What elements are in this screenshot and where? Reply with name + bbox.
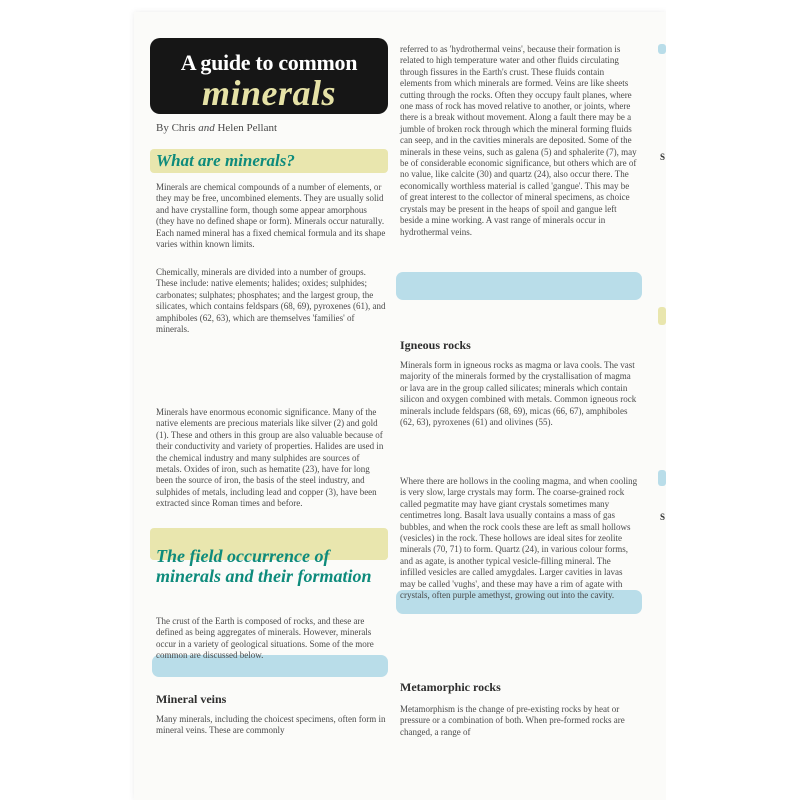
paragraph-igneous-1: Minerals form in igneous rocks as magma or lava cools. The vast majority of the minerals formed by the crystallisation of magma or lava are in the group called silicates; minerals which contain silicon and oxygen combined with metals. Common igneous rock minerals include feldspars (68, 69), micas (66, 67), amphiboles (62, 63), pyroxenes (61) and olivines (55). — [400, 360, 637, 428]
edge-highlight-yellow — [658, 307, 666, 325]
byline-and: and — [198, 122, 215, 134]
paragraph-what-3: Minerals have enormous economic significance. Many of the native elements are precious materials like silver (2) and gold (1). These and others in this group are also valuable because of their conductivity and variety of properties. Halides are used in the chemical industry and many sulphides are sources of metals. Oxides of iron, such as hematite (23), have for long been the source of iron, the basis of the steel industry, and sulphides of metals, including lead and copper (3), have been extracted since Roman times and before. — [156, 407, 384, 509]
section-heading-field-occurrence — [150, 540, 388, 606]
byline-suffix: Helen Pellant — [217, 122, 278, 134]
paragraph-veins-1: Many minerals, including the choicest specimens, often form in mineral veins. These are commonly — [156, 714, 386, 736]
title-line-1: A guide to common — [180, 50, 358, 75]
field-heading-line-1: The field occurrence of — [156, 546, 330, 566]
paragraph-veins-continued: referred to as 'hydrothermal veins', because their formation is related to high temperature water and other fluids circulating through fissures in the Earth's crust. These fluids contain elements from which minerals are formed. Veins are like sheets cutting through the rocks. Often they occupy fault planes, where one mass of rock has moved relative to another, or joints, where there is a break without movement. Along a fault there may be a jumble of broken rock through which the mineral forming fluids can seep, and in the cavities minerals are deposited. Some of the minerals in these veins, such as galena (5) and sphalerite (7), may be of considerable economic significance, but others which are of no value, like calcite (30) and quartz (24), also occur there. The economically worthless material is called 'gangue'. This may be of great interest to the collector of mineral specimens, as choice crystals may be present in the heaps of spoil and gangue left beside a mine working. A vast range of minerals occur in hydrothermal veins. — [400, 44, 637, 237]
highlight-blue-right-1 — [396, 272, 642, 300]
edge-letter-1: S — [660, 152, 666, 162]
subheading-igneous-rocks: Igneous rocks — [400, 338, 471, 352]
title-banner — [150, 38, 388, 114]
document-page — [134, 12, 666, 800]
byline — [156, 122, 277, 134]
paragraph-igneous-2: Where there are hollows in the cooling magma, and when cooling is very slow, large crystals may form. The coarse-grained rock called pegmatite may have giant crystals sometimes many centimetres long. Basalt lava usually contains a mass of gas bubbles, and when the rock cools these are left as small hollows (vesicles) in the rock. These hollows are ideal sites for zeolite minerals (70, 71) to form. Quartz (24), in various colour forms, and as agate, is another typical vesicle-filling mineral. The infilled vesicles are called amygdales. Larger cavities in lavas may be called 'vughs', and these may have a rim of agate with crystals, often purple amethyst, growing out into the cavity. — [400, 476, 638, 601]
section-heading-what-are-minerals: What are minerals? — [150, 149, 388, 173]
edge-highlight-blue-top — [658, 44, 666, 54]
byline-prefix: By Chris — [156, 122, 196, 134]
paragraph-field-1: The crust of the Earth is composed of rocks, and these are defined as being aggregates of minerals. However, minerals occur in a variety of geological situations. Some of the more common are discussed below. — [156, 616, 374, 661]
paragraph-metamorphic-1: Metamorphism is the change of pre-existing rocks by heat or pressure or a combination of both. When pre-formed rocks are changed, a range of — [400, 704, 625, 737]
subheading-mineral-veins: Mineral veins — [156, 692, 227, 706]
edge-letter-2: S — [660, 512, 666, 522]
subheading-metamorphic-rocks: Metamorphic rocks — [400, 680, 501, 694]
title-line-2: minerals — [201, 73, 337, 113]
right-gutter — [666, 0, 800, 800]
edge-highlight-blue-mid — [658, 470, 666, 486]
field-heading-line-2: minerals and their formation — [156, 566, 372, 586]
paragraph-what-1: Minerals are chemical compounds of a number of elements, or they may be free, uncombined elements. They are usually solid and have crystalline form, though some appear amorphous (they have no defined shape or form). Minerals occur naturally. Each named mineral has a fixed chemical formula and its shape varies within known limits. — [156, 182, 386, 250]
paragraph-what-2: Chemically, minerals are divided into a number of groups. These include: native elements; halides; oxides; sulphides; carbonates; sulphates; phosphates; and the largest group, the silicates, which contains feldspars (68, 69), pyroxenes (61), and amphiboles (62, 63), which are themselves 'families' of minerals. — [156, 267, 386, 335]
